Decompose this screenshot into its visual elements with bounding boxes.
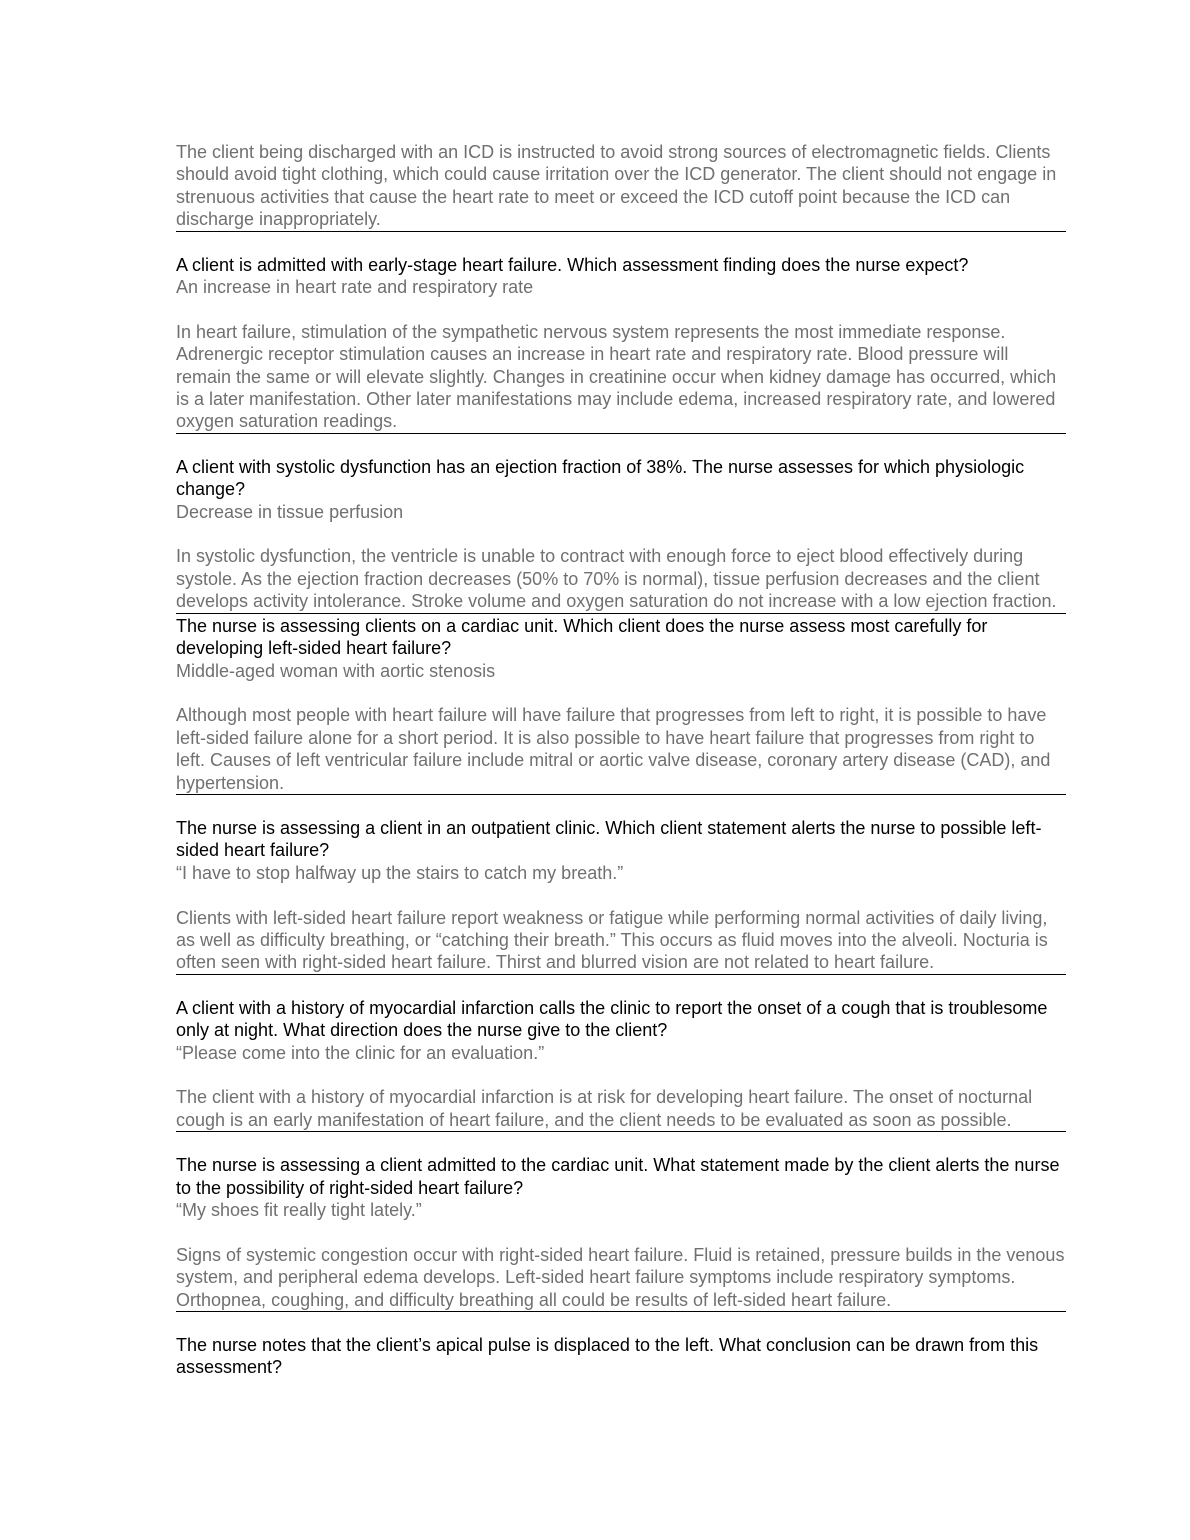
- question-text: A client is admitted with early-stage heart failure. Which assessment finding does the nurse expect?: [176, 254, 969, 275]
- spacer: [176, 682, 1066, 704]
- explanation-text: In systolic dysfunction, the ventricle is unable to contract with enough force to eject blood effectively during systole. As the ejection fraction decreases (50% to 70% is normal), tissue perfusion decreases and the client develops activity intolerance. Stroke volume and oxygen saturation do not increase with a low ejection fraction.: [176, 546, 1057, 612]
- spacer: [176, 1064, 1066, 1086]
- spacer: [176, 523, 1066, 545]
- flashcard-3: [176, 817, 1066, 975]
- flashcard-1: [176, 456, 1066, 614]
- question-text: The nurse is assessing a client in an outpatient clinic. Which client statement alerts the nurse to possible left-sided heart failure?: [176, 817, 1042, 861]
- flashcard-6: [176, 1334, 1066, 1379]
- flashcard-5: [176, 1154, 1066, 1312]
- question-text: A client with a history of myocardial infarction calls the clinic to report the onset of a cough that is troublesome only at night. What direction does the nurse give to the client?: [176, 997, 1048, 1041]
- spacer: [176, 298, 1066, 320]
- question-text: A client with systolic dysfunction has an ejection fraction of 38%. The nurse assesses for which physiologic change?: [176, 456, 1025, 500]
- answer-text: “Please come into the clinic for an evaluation.”: [176, 1042, 545, 1063]
- question-text: The nurse notes that the client’s apical pulse is displaced to the left. What conclusion can be drawn from this assessment?: [176, 1335, 1039, 1378]
- question-text: The nurse is assessing a client admitted to the cardiac unit. What statement made by the client alerts the nurse to the possibility of right-sided heart failure?: [176, 1155, 1060, 1198]
- answer-text: An increase in heart rate and respiratory rate: [176, 277, 534, 298]
- question-text: The nurse is assessing clients on a cardiac unit. Which client does the nurse assess most carefully for developing left-sided heart failure?: [176, 615, 988, 659]
- answer-text: “I have to stop halfway up the stairs to catch my breath.”: [176, 862, 624, 883]
- flashcard-0: [176, 254, 1066, 434]
- explanation-text: The client with a history of myocardial infarction is at risk for developing heart failure. The onset of nocturnal cough is an early manifestation of heart failure, and the client needs to be evaluated as soon as possible.: [176, 1087, 1033, 1130]
- study-document: [176, 141, 1066, 1379]
- explanation-text: Signs of systemic congestion occur with right-sided heart failure. Fluid is retained, pressure builds in the venous system, and peripheral edema develops. Left-sided heart failure symptoms include respiratory symptoms. Orthopnea, coughing, and difficulty breathing all could be results of left-sided heart failure.: [176, 1244, 1065, 1310]
- flashcard-4: [176, 997, 1066, 1132]
- explanation-text: Although most people with heart failure will have failure that progresses from left to right, it is possible to have left-sided failure alone for a short period. It is also possible to have heart failure that progresses from right to left. Causes of left ventricular failure include mitral or aortic valve disease, coronary artery disease (CAD), and hypertension.: [176, 705, 1051, 793]
- answer-text: Middle-aged woman with aortic stenosis: [176, 660, 496, 681]
- spacer: [176, 1221, 1066, 1243]
- explanation-text: Clients with left-sided heart failure report weakness or fatigue while performing normal activities of daily living, as well as difficulty breathing, or “catching their breath.” This occurs as fluid moves into the alveoli. Nocturia is often seen with right-sided heart failure. Thirst and blurred vision are not related to heart failure.: [176, 907, 1048, 973]
- explanation-text: In heart failure, stimulation of the sympathetic nervous system represents the most immediate response. Adrenergic receptor stimulation causes an increase in heart rate and respiratory rate. Blood pressure will remain the same or will elevate slightly. Changes in creatinine occur when kidney damage has occurred, which is a later manifestation. Other later manifestations may include edema, increased respiratory rate, and lowered oxygen saturation readings.: [176, 321, 1057, 432]
- flashcard-2: [176, 615, 1066, 795]
- intro-card: [176, 141, 1066, 232]
- intro-explanation: The client being discharged with an ICD is instructed to avoid strong sources of electromagnetic fields. Clients should avoid tight clothing, which could cause irritation over the ICD generator. The client should not engage in strenuous activities that cause the heart rate to meet or exceed the ICD cutoff point because the ICD can discharge inappropriately.: [176, 142, 1057, 230]
- answer-text: “My shoes fit really tight lately.”: [176, 1199, 422, 1220]
- spacer: [176, 884, 1066, 906]
- answer-text: Decrease in tissue perfusion: [176, 501, 404, 522]
